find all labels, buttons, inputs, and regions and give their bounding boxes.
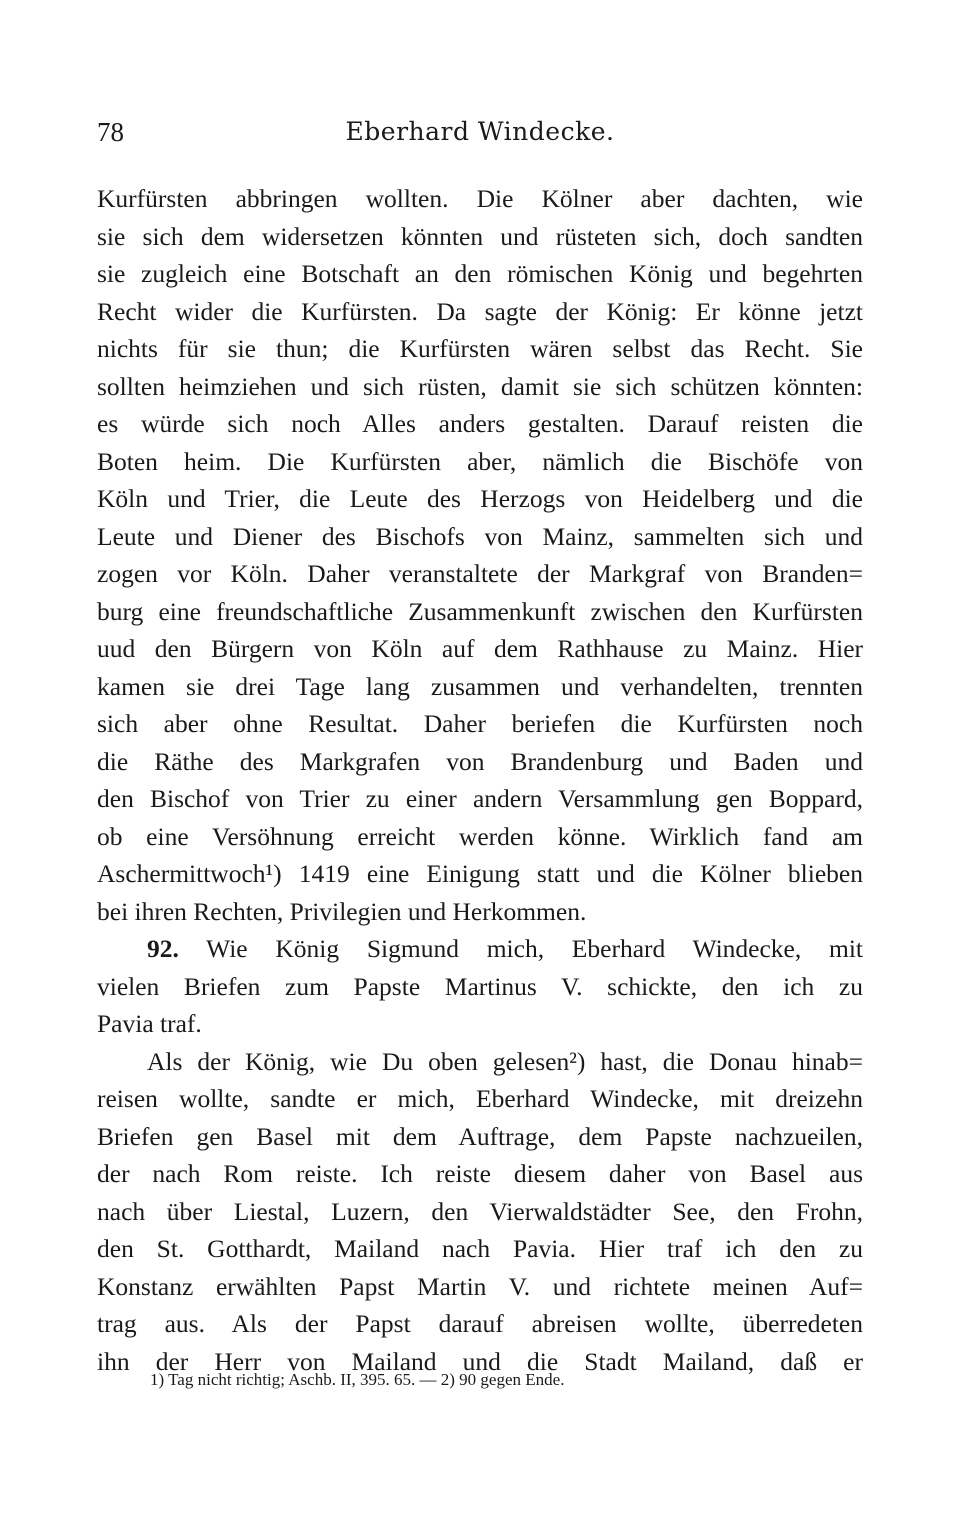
text-line: ob eine Versöhnung erreicht werden könne. Wirklich fand am <box>97 821 863 851</box>
page-header <box>97 112 863 152</box>
text-line: der nach Rom reiste. Ich reiste diesem daher von Basel aus <box>97 1159 863 1188</box>
running-title: Eberhard Windecke. <box>345 117 615 146</box>
text-line: sie zugleich eine Botschaft an den römischen König und begehrten <box>97 259 863 288</box>
text-line: uud den Bürgern von Köln auf dem Rathhause zu Mainz. Hier <box>97 634 863 663</box>
text-line: nach über Liestal, Luzern, den Vierwaldstädter See, den Frohn, <box>97 1196 863 1226</box>
text-line: ihn der Herr von Mailand und die Stadt Mailand, daß er <box>97 1346 863 1376</box>
text-line: die Räthe des Markgrafen von Brandenburg und Baden und <box>97 746 863 776</box>
text-line: bei ihren Rechten, Privilegien und Herkommen. <box>97 896 587 926</box>
footnote-1: 1) Tag nicht richtig; Aschb. II, 395. 65. <box>150 1370 416 1389</box>
text-line: trag aus. Als der Papst darauf abreisen wollte, überredeten <box>97 1309 863 1338</box>
page-number: 78 <box>97 117 124 147</box>
text-line: Briefen gen Basel mit dem Auftrage, dem Papste nachzueilen, <box>97 1121 863 1151</box>
text-line: nichts für sie thun; die Kurfürsten wären selbst das Recht. Sie <box>97 334 863 363</box>
text-line: Aschermittwoch¹) 1419 eine Einigung statt und die Kölner blieben <box>97 859 863 888</box>
text-line: es würde sich noch Alles anders gestalten. Darauf reisten die <box>97 409 863 438</box>
paragraph-first-line: Als der König, wie Du oben gelesen²) hast, die Donau hinab= <box>147 1046 863 1076</box>
section-heading-line: vielen Briefen zum Papste Martinus V. schickte, den ich zu <box>97 971 863 1001</box>
text-line: Boten heim. Die Kurfürsten aber, nämlich die Bischöfe von <box>97 446 863 476</box>
text-line: kamen sie drei Tage lang zusammen und verhandelten, trennten <box>97 671 863 701</box>
text-line: Leute und Diener des Bischofs von Mainz, sammelten sich und <box>97 521 863 551</box>
footnote-2: 2) 90 gegen Ende. <box>440 1370 565 1389</box>
main-text <box>97 180 863 1380</box>
text-line: sich aber ohne Resultat. Daher beriefen die Kurfürsten noch <box>97 709 863 738</box>
text-line: reisen wollte, sandte er mich, Eberhard Windecke, mit dreizehn <box>97 1084 863 1113</box>
text-line: zogen vor Köln. Daher veranstaltete der Markgraf von Branden= <box>97 559 863 588</box>
text-line: burg eine freundschaftliche Zusammenkunft zwischen den Kurfürsten <box>97 596 863 626</box>
text-line: den St. Gotthardt, Mailand nach Pavia. Hier traf ich den zu <box>97 1234 863 1263</box>
section-heading-line: Pavia traf. <box>97 1009 202 1038</box>
section-heading-text: Wie König Sigmund mich, Eberhard Windecke, mit <box>206 934 863 963</box>
text-line: Kurfürsten abbringen wollten. Die Kölner aber dachten, wie <box>97 184 863 213</box>
text-line: den Bischof von Trier zu einer andern Versammlung gen Boppard, <box>97 784 863 813</box>
text-line: Recht wider die Kurfürsten. Da sagte der König: Er könne jetzt <box>97 296 863 326</box>
section-number: 92. <box>147 934 179 963</box>
footnotes <box>150 1368 863 1392</box>
text-line: sollten heimziehen und sich rüsten, damit sie sich schützen könnten: <box>97 371 863 401</box>
footnote-separator: — <box>419 1370 437 1389</box>
text-line: sie sich dem widersetzen könnten und rüsteten sich, doch sandten <box>97 221 863 251</box>
text-line: Köln und Trier, die Leute des Herzogs von Heidelberg und die <box>97 484 863 513</box>
section-heading <box>97 930 863 968</box>
text-line: Konstanz erwählten Papst Martin V. und richtete meinen Auf= <box>97 1271 863 1301</box>
